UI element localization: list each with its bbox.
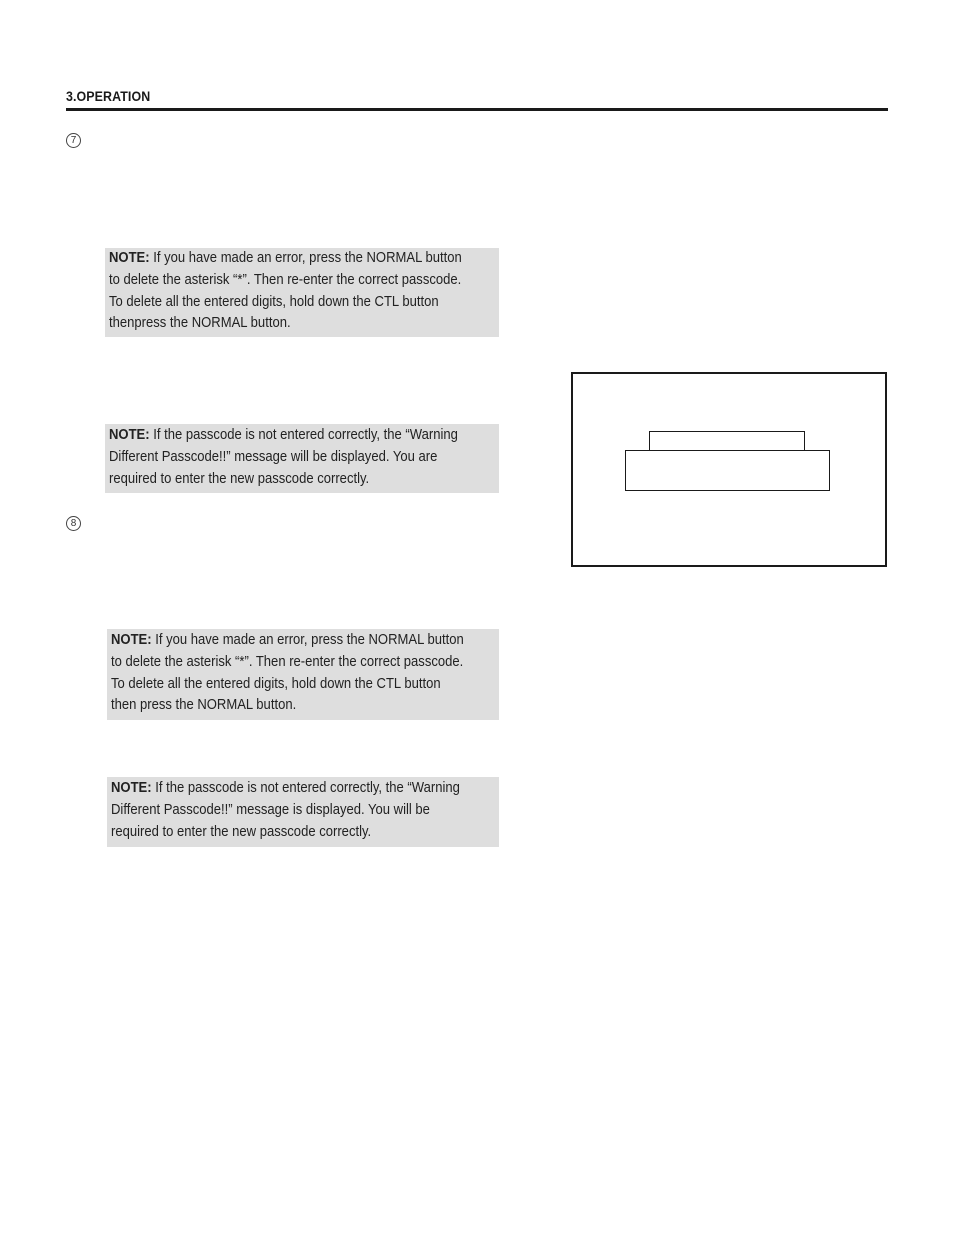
note-line [111, 630, 464, 652]
note-line: Different Passcode!!” message will be displayed. You are [109, 448, 438, 465]
note-box-wrong-passcode [105, 424, 499, 493]
note-label: NOTE: [109, 250, 150, 266]
note-line: To delete all the entered digits, hold down the CTL button [111, 675, 441, 692]
note-line [111, 778, 460, 800]
note-box-error-correction-2 [107, 629, 499, 720]
note-box-error-correction [105, 248, 499, 337]
step-marker-7: 7 [66, 133, 81, 148]
note-line: required to enter the new passcode correctly. [111, 823, 372, 840]
step-marker-8: 8 [66, 516, 81, 531]
note-line: thenpress the NORMAL button. [109, 315, 291, 332]
note-line [109, 248, 462, 270]
note-text: If the passcode is not entered correctly, the “Warning [151, 780, 460, 796]
note-line [109, 425, 456, 447]
note-box-wrong-passcode-2 [107, 777, 499, 847]
note-label: NOTE: [111, 780, 152, 796]
note-label: NOTE: [109, 427, 150, 443]
note-label: NOTE: [111, 632, 152, 648]
note-text: If the passcode is not entered correctly, the “Warning [149, 427, 458, 443]
section-title: 3.OPERATION [66, 89, 151, 104]
note-line: required to enter the new passcode correctly. [109, 470, 370, 487]
screen-dialog-title-tab [649, 431, 805, 451]
note-line: To delete all the entered digits, hold down the CTL button [109, 293, 439, 310]
note-line: then press the NORMAL button. [111, 697, 297, 714]
note-text: If you have made an error, press the NORMAL button [151, 632, 464, 648]
screen-dialog-field [625, 450, 830, 491]
note-line: to delete the asterisk “*”. Then re-enter the correct passcode. [109, 271, 462, 288]
note-text: If you have made an error, press the NORMAL button [149, 250, 462, 266]
note-line: Different Passcode!!” message is displayed. You will be [111, 801, 430, 818]
header-divider [66, 108, 888, 111]
note-line: to delete the asterisk “*”. Then re-enter the correct passcode. [111, 653, 464, 670]
